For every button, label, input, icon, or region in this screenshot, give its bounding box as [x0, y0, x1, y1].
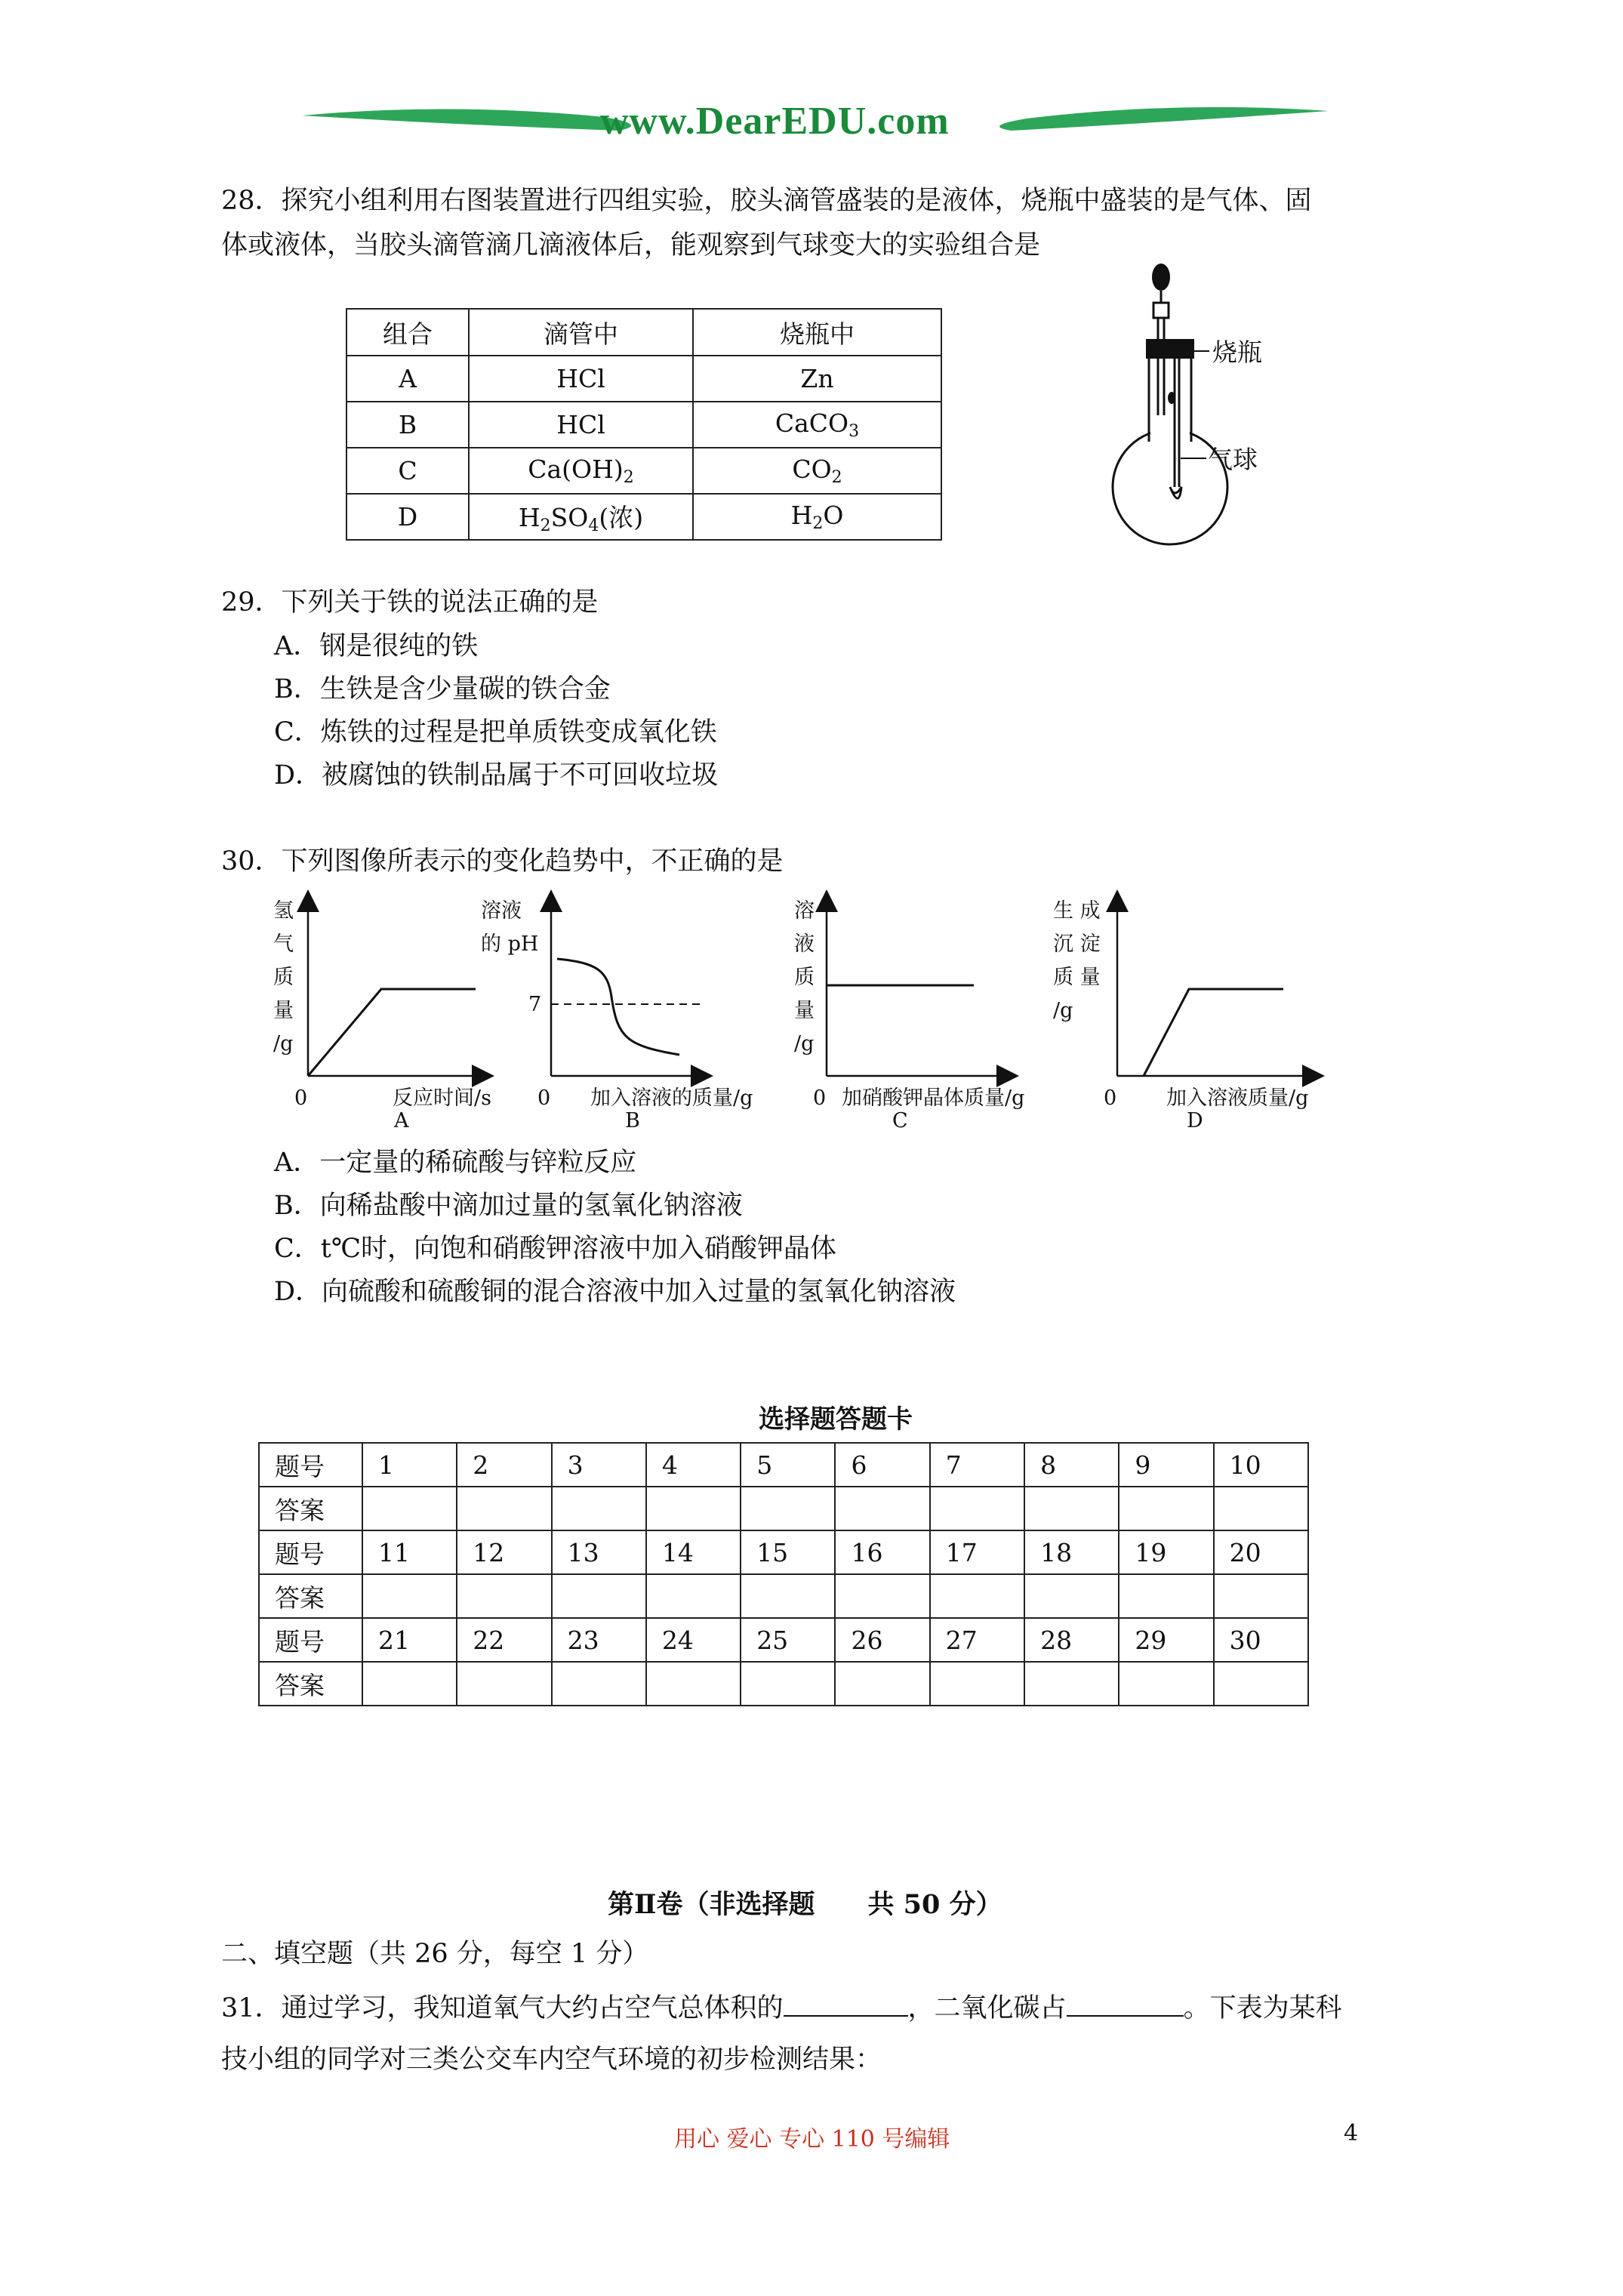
card-answer-cell[interactable]	[930, 1662, 1024, 1706]
q28-cell: $CO_2$	[693, 448, 941, 494]
q31-text-c: 。下表为某科	[1183, 1993, 1342, 2023]
q28-cell: B	[346, 402, 469, 448]
graph-b-ylabel: 溶液	[481, 899, 522, 923]
q31-blank-1[interactable]	[784, 1989, 908, 2017]
graph-c-ylabel: 量	[794, 999, 815, 1022]
card-answer-cell[interactable]	[1024, 1662, 1119, 1706]
q28-cell: HCl	[469, 356, 693, 402]
card-num: 6	[835, 1443, 929, 1487]
q28-table	[346, 308, 942, 541]
card-label: 答案	[259, 1487, 362, 1530]
graph-c-ylabel: /g	[794, 1032, 815, 1056]
q28-cell: HCl	[469, 402, 693, 448]
graph-c-ylabel: 质	[794, 966, 815, 989]
q31-line2: 技小组的同学对三类公交车内空气环境的初步检测结果：	[221, 2045, 882, 2075]
card-answer-cell[interactable]	[646, 1574, 741, 1618]
q30-graphs	[264, 887, 1359, 1144]
card-answer-cell[interactable]	[1214, 1487, 1308, 1530]
graph-a-ylabel: 气	[273, 932, 294, 956]
card-num: 9	[1119, 1443, 1213, 1487]
card-answer-cell[interactable]	[362, 1574, 457, 1618]
page-number: 4	[1344, 2120, 1359, 2147]
q31-blank-2[interactable]	[1067, 1989, 1184, 2017]
balloon-label: 气球	[1208, 445, 1258, 474]
card-num: 10	[1214, 1443, 1308, 1487]
card-num: 3	[552, 1443, 646, 1487]
card-answer-cell[interactable]	[457, 1662, 551, 1706]
q31-text-a: 31．通过学习，我知道氧气大约占空气总体积的	[221, 1993, 784, 2023]
graph-c-letter: C	[892, 1109, 908, 1133]
card-num: 25	[741, 1618, 835, 1662]
q29-option-b: B．生铁是含少量碳的铁合金	[274, 674, 611, 704]
card-label: 题号	[259, 1443, 362, 1487]
flask-apparatus-figure	[1110, 260, 1306, 555]
card-num: 26	[835, 1618, 929, 1662]
card-num: 28	[1024, 1618, 1119, 1662]
card-answer-cell[interactable]	[646, 1487, 741, 1530]
section-heading: 二、填空题（共 26 分，每空 1 分）	[221, 1939, 649, 1969]
card-answer-cell[interactable]	[741, 1662, 835, 1706]
card-num: 7	[930, 1443, 1024, 1487]
card-answer-cell[interactable]	[741, 1574, 835, 1618]
graph-d-letter: D	[1187, 1109, 1203, 1133]
card-num: 18	[1024, 1530, 1119, 1574]
q28-cell: $H_2O$	[693, 494, 941, 540]
footer-text: 用心 爱心 专心 110 号编辑	[674, 2126, 950, 2153]
card-answer-cell[interactable]	[362, 1487, 457, 1530]
card-num: 16	[835, 1530, 929, 1574]
graph-a-origin: 0	[294, 1086, 308, 1110]
card-label: 答案	[259, 1662, 362, 1706]
graph-d-ylabel: /g	[1053, 999, 1073, 1022]
graph-b-tick-7: 7	[528, 993, 542, 1016]
q28-line1: 28．探究小组利用右图装置进行四组实验，胶头滴管盛装的是液体，烧瓶中盛装的是气体、固	[221, 186, 1312, 216]
graph-d	[1053, 899, 1313, 1133]
card-answer-cell[interactable]	[1024, 1487, 1119, 1530]
card-label: 题号	[259, 1618, 362, 1662]
card-answer-cell[interactable]	[1024, 1574, 1119, 1618]
card-num: 22	[457, 1618, 551, 1662]
graph-b-letter: B	[625, 1109, 640, 1133]
card-num: 2	[457, 1443, 551, 1487]
card-num: 8	[1024, 1443, 1119, 1487]
card-num: 19	[1119, 1530, 1213, 1574]
header-banner	[302, 94, 1329, 155]
card-num: 17	[930, 1530, 1024, 1574]
graph-c-ylabel: 液	[794, 932, 815, 956]
q28-line2: 体或液体，当胶头滴管滴几滴液体后，能观察到气球变大的实验组合是	[221, 230, 1041, 260]
card-answer-cell[interactable]	[457, 1487, 551, 1530]
graph-d-ylabel: 质 量	[1053, 966, 1101, 989]
graph-a-ylabel: 氢	[273, 899, 294, 923]
card-num: 12	[457, 1530, 551, 1574]
card-answer-cell[interactable]	[1119, 1487, 1213, 1530]
q28-cell: D	[346, 494, 469, 540]
answer-card-table	[258, 1442, 1309, 1706]
graph-b-ylabel: 的 pH	[481, 932, 539, 956]
graph-d-origin: 0	[1104, 1086, 1117, 1110]
q29-option-a: A．钢是很纯的铁	[274, 631, 479, 661]
card-answer-cell[interactable]	[362, 1662, 457, 1706]
q30-option-d: D．向硫酸和硫酸铜的混合溶液中加入过量的氢氧化钠溶液	[274, 1277, 956, 1307]
graph-d-ylabel: 生 成	[1053, 899, 1101, 923]
q31-text-b: ，二氧化碳占	[907, 1993, 1067, 2023]
q31-line1	[221, 1987, 1342, 2029]
q30-option-a: A．一定量的稀硫酸与锌粒反应	[274, 1148, 637, 1178]
card-answer-cell[interactable]	[1119, 1662, 1213, 1706]
card-answer-cell[interactable]	[741, 1487, 835, 1530]
card-answer-cell[interactable]	[552, 1662, 646, 1706]
q30-stem: 30．下列图像所表示的变化趋势中，不正确的是	[221, 846, 784, 877]
card-num: 29	[1119, 1618, 1213, 1662]
card-label: 答案	[259, 1574, 362, 1618]
q28-cell: CaCO$_3$	[693, 402, 941, 448]
graph-b-origin: 0	[537, 1086, 551, 1110]
graph-a-ylabel: 质	[273, 966, 294, 989]
graph-a-ylabel: 量	[273, 999, 294, 1022]
card-num: 13	[552, 1530, 646, 1574]
card-answer-cell[interactable]	[1214, 1574, 1308, 1618]
q28-cell: $H_2SO_4$(浓)	[469, 494, 693, 540]
graph-a	[273, 899, 491, 1133]
q28-cell: C	[346, 448, 469, 494]
card-answer-cell[interactable]	[835, 1662, 929, 1706]
card-num: 11	[362, 1530, 457, 1574]
graph-d-xlabel: 加入溶液质量/g	[1166, 1086, 1309, 1110]
q28-header-flask: 烧瓶中	[693, 309, 941, 356]
card-label: 题号	[259, 1530, 362, 1574]
q29-stem: 29．下列关于铁的说法正确的是	[221, 587, 599, 618]
graph-b-xlabel: 加入溶液的质量/g	[590, 1086, 753, 1110]
card-answer-cell[interactable]	[552, 1487, 646, 1530]
q29-option-c: C．炼铁的过程是把单质铁变成氧化铁	[274, 717, 717, 747]
graph-c	[794, 899, 1024, 1133]
q30-option-c: C．t℃时，向饱和硝酸钾溶液中加入硝酸钾晶体	[274, 1234, 836, 1264]
graph-a-ylabel: /g	[273, 1032, 294, 1056]
flask-label: 烧瓶	[1212, 337, 1262, 367]
part2-title: 第Ⅱ卷（非选择题 共 50 分）	[608, 1889, 1002, 1920]
q28-cell: A	[346, 356, 469, 402]
card-answer-cell[interactable]	[835, 1574, 929, 1618]
card-answer-cell[interactable]	[646, 1662, 741, 1706]
q28-cell: $Ca(OH)_2$	[469, 448, 693, 494]
card-num: 23	[552, 1618, 646, 1662]
card-num: 30	[1214, 1618, 1308, 1662]
graph-c-xlabel: 加硝酸钾晶体质量/g	[842, 1086, 1025, 1110]
card-num: 15	[741, 1530, 835, 1574]
graph-c-origin: 0	[813, 1086, 827, 1110]
card-answer-cell[interactable]	[1119, 1574, 1213, 1618]
card-answer-cell[interactable]	[930, 1487, 1024, 1530]
card-num: 20	[1214, 1530, 1308, 1574]
q30-option-b: B．向稀盐酸中滴加过量的氢氧化钠溶液	[274, 1191, 743, 1221]
q28-cell: Zn	[693, 356, 941, 402]
card-num: 21	[362, 1618, 457, 1662]
card-answer-cell[interactable]	[835, 1487, 929, 1530]
graph-a-letter: A	[394, 1109, 409, 1133]
card-answer-cell[interactable]	[552, 1574, 646, 1618]
card-answer-cell[interactable]	[1214, 1662, 1308, 1706]
card-answer-cell[interactable]	[457, 1574, 551, 1618]
card-num: 14	[646, 1530, 741, 1574]
card-num: 5	[741, 1443, 835, 1487]
card-num: 27	[930, 1618, 1024, 1662]
card-num: 4	[646, 1443, 741, 1487]
site-logo: www.DearEDU.com	[600, 100, 950, 143]
answer-card-title: 选择题答题卡	[759, 1404, 913, 1435]
graph-b	[481, 899, 753, 1133]
graph-a-xlabel: 反应时间/s	[393, 1086, 491, 1110]
card-num: 1	[362, 1443, 457, 1487]
q28-header-dropper: 滴管中	[469, 309, 693, 356]
card-num: 24	[646, 1618, 741, 1662]
q29-option-d: D．被腐蚀的铁制品属于不可回收垃圾	[274, 760, 719, 791]
graph-d-ylabel: 沉 淀	[1053, 932, 1101, 956]
graph-c-ylabel: 溶	[794, 899, 815, 923]
card-answer-cell[interactable]	[930, 1574, 1024, 1618]
q28-header-group: 组合	[346, 309, 469, 356]
